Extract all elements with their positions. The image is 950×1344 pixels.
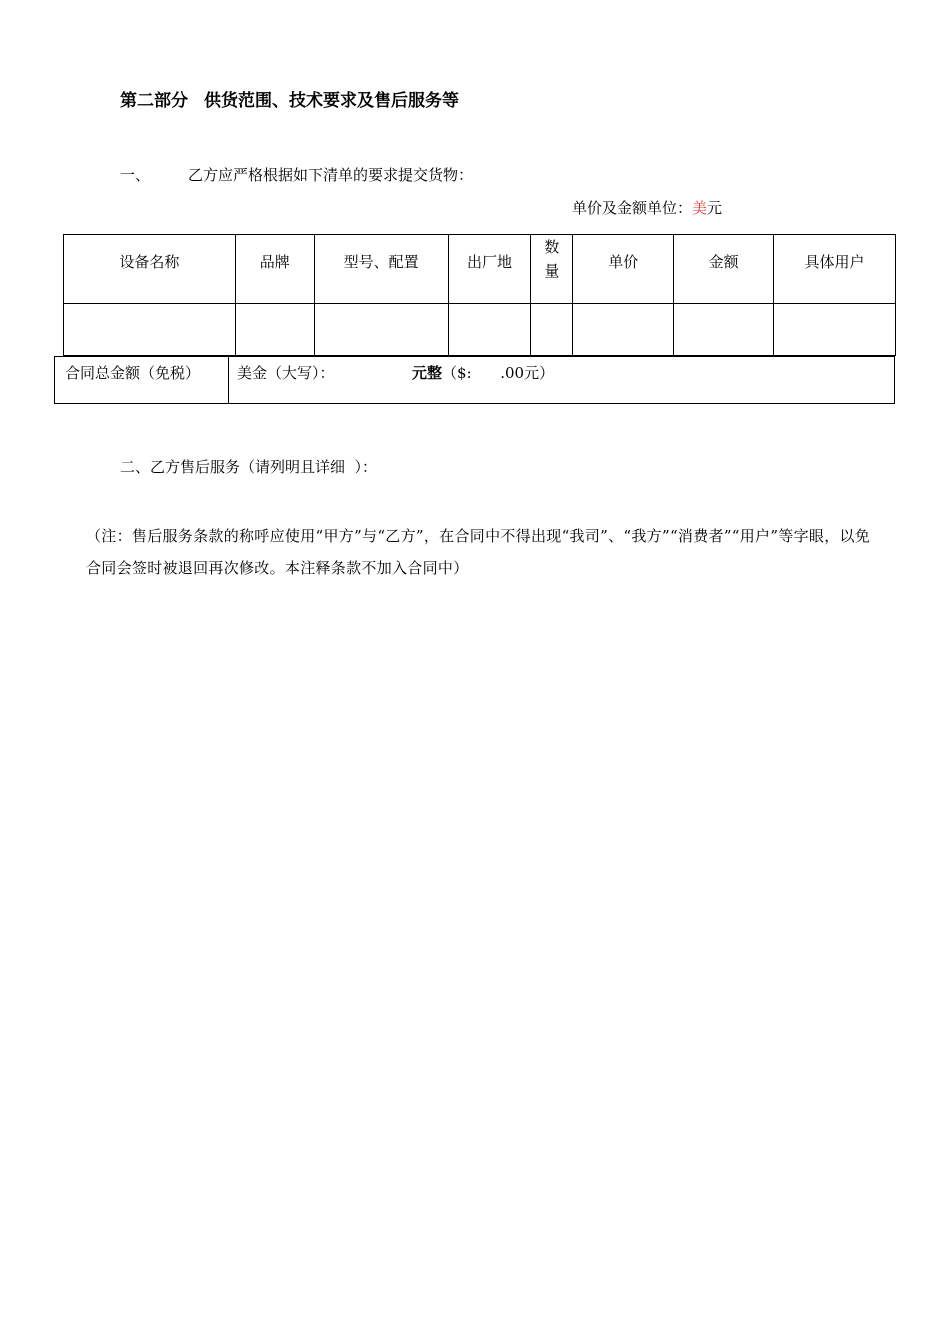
section-heading [120, 86, 459, 111]
contract-total-label: 合同总金额（免税） [65, 364, 201, 382]
cell-brand [235, 304, 314, 356]
item-1-text: 乙方应严格根据如下清单的要求提交货物： [188, 166, 474, 184]
currency-unit-prefix: 单价及金额单位： [572, 199, 693, 217]
item-2-after-sales-heading: 二、乙方售后服务（请列明且详细 ）： [120, 458, 378, 476]
section-heading-title: 供货范围、技术要求及售后服务等 [204, 91, 459, 111]
cell-amount [674, 304, 774, 356]
currency-unit-rest: 元 [707, 199, 723, 217]
section-heading-part: 第二部分 [120, 91, 188, 111]
header-amount: 金额 [674, 235, 774, 304]
header-quantity-line-2: 量 [544, 262, 560, 280]
cell-model-config [314, 304, 448, 356]
header-model-config: 型号、配置 [314, 235, 448, 304]
cell-origin [448, 304, 531, 356]
contract-total-usd-label: 美金（大写）： [237, 364, 335, 382]
header-origin: 出厂地 [448, 235, 531, 304]
cell-equipment-name [64, 304, 236, 356]
header-quantity [531, 235, 573, 304]
currency-unit-line [572, 197, 722, 218]
header-brand: 品牌 [235, 235, 314, 304]
cell-end-user [774, 304, 896, 356]
contract-total-amount [412, 362, 554, 383]
cell-unit-price [573, 304, 674, 356]
cell-quantity [531, 304, 573, 356]
contract-total-words-rest: （$: .00元） [442, 364, 555, 382]
table-row [64, 304, 896, 356]
item-1-number: 一、 [120, 166, 151, 184]
header-equipment-name: 设备名称 [64, 235, 236, 304]
goods-table [63, 234, 896, 356]
header-unit-price: 单价 [573, 235, 674, 304]
header-end-user: 具体用户 [774, 235, 896, 304]
contract-total-row [54, 356, 895, 404]
currency-unit-highlight: 美 [692, 199, 708, 217]
after-sales-note: （注：售后服务条款的称呼应使用“甲方”与“乙方”，在合同中不得出现“我司”、“我方”“消费者”“用户”等字眼，以免合同会签时被退回再次修改。本注释条款不加入合同中） [86, 527, 871, 577]
goods-table-header-row [64, 235, 896, 304]
contract-total-label-cell [55, 357, 229, 403]
header-quantity-line-1: 数 [544, 238, 560, 256]
contract-total-words-bold: 元整 [412, 364, 443, 382]
